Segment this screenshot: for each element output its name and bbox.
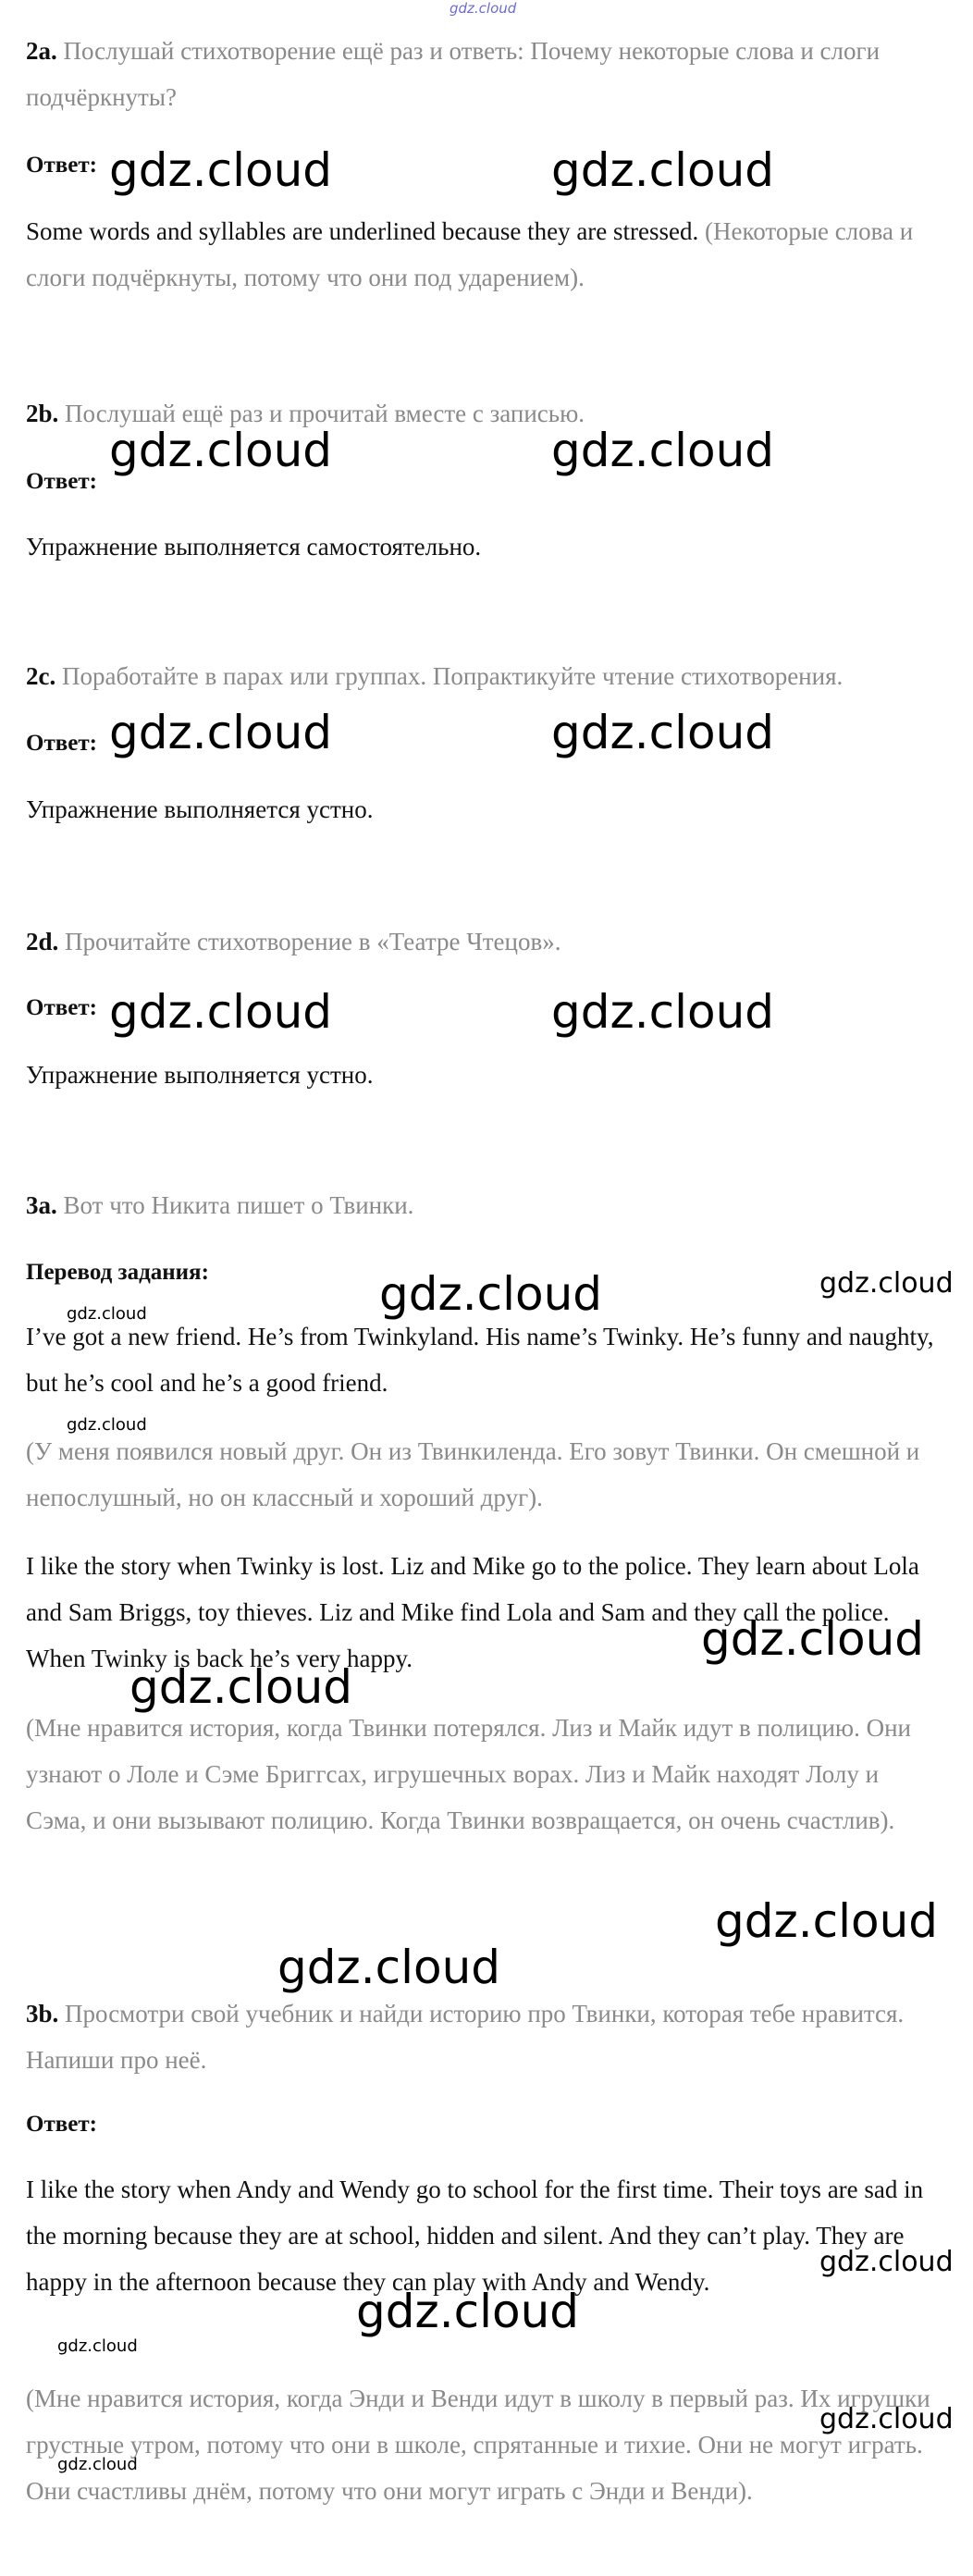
watermark: gdz.cloud bbox=[67, 1415, 147, 1435]
task-text: Поработайте в парах или группах. Попрактикуйте чтение стихотворения. bbox=[61, 662, 844, 690]
task-2c bbox=[26, 653, 937, 699]
watermark: gdz.cloud bbox=[551, 985, 775, 1039]
task-number: 2d. bbox=[26, 928, 59, 955]
answer-2a bbox=[26, 208, 937, 301]
answer-2b: Упражнение выполняется самостоятельно. bbox=[26, 533, 482, 561]
task-3b bbox=[26, 1991, 937, 2083]
answer-2d: Упражнение выполняется устно. bbox=[26, 1061, 374, 1089]
watermark-top: gdz.cloud bbox=[450, 0, 517, 17]
task-text: Просмотри свой учебник и найди историю про Твинки, которая тебе нравится. Напиши про неё. bbox=[26, 2000, 905, 2074]
text-3a-para1-ru: (У меня появился новый друг. Он из Твинкиленда. Его зовут Твинки. Он смешной и непослушный, но он классный и хороший друг). bbox=[26, 1437, 920, 1511]
watermark: gdz.cloud bbox=[701, 1612, 925, 1666]
answer-3b-en: I like the story when Andy and Wendy go to school for the first time. Their toys are sad in the morning because they are at school, hidden and silent. And they can’t play. They are happy in the afternoon because they can play with Andy and Wendy. bbox=[26, 2175, 924, 2296]
task-number: 2b. bbox=[26, 400, 59, 427]
task-2a bbox=[26, 28, 937, 120]
watermark: gdz.cloud bbox=[129, 1660, 353, 1714]
text-3a-para1-en: I’ve got a new friend. He’s from Twinkyland. His name’s Twinky. He’s funny and naughty, but he’s cool and he’s a good friend. bbox=[26, 1323, 934, 1397]
task-number: 3b. bbox=[26, 2000, 59, 2028]
watermark: gdz.cloud bbox=[57, 2455, 138, 2474]
watermark: gdz.cloud bbox=[551, 706, 775, 759]
watermark: gdz.cloud bbox=[551, 424, 775, 477]
answer-2c: Упражнение выполняется устно. bbox=[26, 795, 374, 823]
watermark: gdz.cloud bbox=[551, 143, 775, 197]
task-number: 3a. bbox=[26, 1191, 57, 1219]
task-number: 2a. bbox=[26, 37, 57, 65]
watermark: gdz.cloud bbox=[356, 2285, 580, 2338]
answer-text-en: Some words and syllables are underlined because they are stressed. bbox=[26, 217, 699, 245]
translation-label: Перевод задания: bbox=[26, 1260, 209, 1285]
answer-label: Ответ: bbox=[26, 153, 97, 178]
text-3a-para2-en: I like the story when Twinky is lost. Liz and Mike go to the police. They learn about Lola and Sam Briggs, toy thieves. Liz and Mike find Lola and Sam and they call the police. When Twinky is back he’s very happy. bbox=[26, 1552, 919, 1672]
watermark: gdz.cloud bbox=[109, 706, 333, 759]
watermark: gdz.cloud bbox=[379, 1267, 603, 1321]
task-text: Послушай стихотворение ещё раз и ответь: Почему некоторые слова и слоги подчёркнуты? bbox=[26, 37, 881, 111]
watermark: gdz.cloud bbox=[819, 2403, 954, 2435]
watermark: gdz.cloud bbox=[819, 2246, 954, 2278]
watermark: gdz.cloud bbox=[819, 1267, 954, 1300]
task-text: Вот что Никита пишет о Твинки. bbox=[63, 1191, 414, 1219]
answer-label: Ответ: bbox=[26, 2112, 97, 2137]
answer-text-ru: (Некоторые слова и слоги подчёркнуты, потому что они под ударением). bbox=[26, 217, 914, 291]
watermark: gdz.cloud bbox=[109, 143, 333, 197]
watermark: gdz.cloud bbox=[715, 1894, 939, 1948]
task-2d bbox=[26, 918, 937, 965]
task-text: Прочитайте стихотворение в «Театре Чтецов». bbox=[65, 928, 561, 955]
answer-label: Ответ: bbox=[26, 731, 97, 756]
watermark: gdz.cloud bbox=[67, 1304, 147, 1324]
text-3a-para2-ru: (Мне нравится история, когда Твинки потерялся. Лиз и Майк идут в полицию. Они узнают о Лоле и Сэме Бриггсах, игрушечных ворах. Лиз и Майк находят Лолу и Сэма, и они вызывают полицию. Когда Твинки возвращается, он очень счастлив). bbox=[26, 1714, 911, 1834]
task-text: Послушай ещё раз и прочитай вместе с записью. bbox=[65, 400, 585, 427]
task-number: 2c. bbox=[26, 662, 56, 690]
answer-label: Ответ: bbox=[26, 995, 97, 1020]
task-3a bbox=[26, 1182, 937, 1228]
watermark: gdz.cloud bbox=[277, 1941, 501, 1994]
answer-3b-ru: (Мне нравится история, когда Энди и Венди идут в школу в первый раз. Их игрушки грустные утром, потому что они в школе, спрятанные и тихие. Они не могут играть. Они счастливы днём, потому что они могут играть с Энди и Венди). bbox=[26, 2385, 930, 2505]
watermark: gdz.cloud bbox=[109, 424, 333, 477]
watermark: gdz.cloud bbox=[109, 985, 333, 1039]
answer-label: Ответ: bbox=[26, 469, 97, 494]
watermark: gdz.cloud bbox=[57, 2336, 138, 2356]
